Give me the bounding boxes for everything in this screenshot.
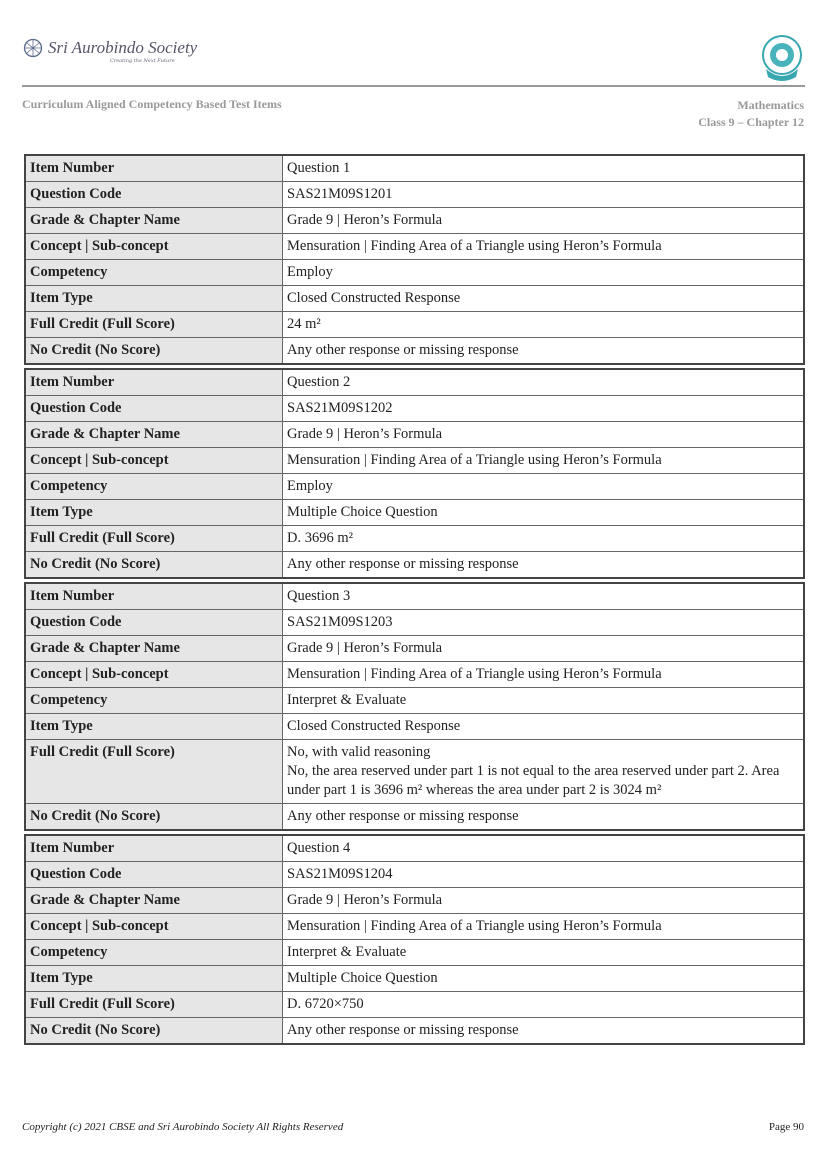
row-label: No Credit (No Score) bbox=[25, 804, 283, 831]
value-line: Any other response or missing response bbox=[287, 342, 519, 358]
sri-aurobindo-society-logo bbox=[22, 38, 198, 64]
row-value bbox=[283, 338, 805, 365]
row-value bbox=[283, 500, 805, 526]
value-line: SAS21M09S1203 bbox=[287, 614, 393, 630]
value-line: Closed Constructed Response bbox=[287, 290, 461, 306]
row-label: Question Code bbox=[25, 396, 283, 422]
row-label: Concept | Sub-concept bbox=[25, 662, 283, 688]
row-value bbox=[283, 966, 805, 992]
value-line: SAS21M09S1201 bbox=[287, 186, 393, 202]
row-label: Concept | Sub-concept bbox=[25, 234, 283, 260]
row-label: Item Type bbox=[25, 714, 283, 740]
row-value bbox=[283, 804, 805, 831]
table-row bbox=[25, 610, 804, 636]
value-line: Closed Constructed Response bbox=[287, 718, 461, 734]
row-label: Question Code bbox=[25, 182, 283, 208]
row-label: Competency bbox=[25, 688, 283, 714]
row-value bbox=[283, 636, 805, 662]
row-label: Grade & Chapter Name bbox=[25, 636, 283, 662]
table-row bbox=[25, 583, 804, 610]
table-row bbox=[25, 1018, 804, 1045]
table-row bbox=[25, 688, 804, 714]
table-row bbox=[25, 552, 804, 579]
value-line: Grade 9 | Heron’s Formula bbox=[287, 426, 443, 442]
row-label: Item Number bbox=[25, 583, 283, 610]
value-line: Any other response or missing response bbox=[287, 808, 519, 824]
table-row bbox=[25, 396, 804, 422]
table-row bbox=[25, 914, 804, 940]
row-value bbox=[283, 888, 805, 914]
table-row bbox=[25, 369, 804, 396]
table-row bbox=[25, 234, 804, 260]
table-row bbox=[25, 338, 804, 365]
logo-tagline: Creating the Next Future bbox=[110, 58, 175, 64]
value-line: Mensuration | Finding Area of a Triangle using Heron’s Formula bbox=[287, 666, 662, 682]
row-label: Grade & Chapter Name bbox=[25, 888, 283, 914]
table-row bbox=[25, 260, 804, 286]
row-value bbox=[283, 610, 805, 636]
table-row bbox=[25, 286, 804, 312]
value-line: Question 1 bbox=[287, 160, 351, 176]
value-line: SAS21M09S1204 bbox=[287, 866, 393, 882]
row-label: Concept | Sub-concept bbox=[25, 448, 283, 474]
row-label: Question Code bbox=[25, 862, 283, 888]
row-label: Full Credit (Full Score) bbox=[25, 740, 283, 804]
value-line: Question 3 bbox=[287, 588, 351, 604]
row-label: Grade & Chapter Name bbox=[25, 422, 283, 448]
row-value bbox=[283, 234, 805, 260]
subject-info bbox=[698, 97, 804, 131]
row-label: Competency bbox=[25, 940, 283, 966]
row-value bbox=[283, 914, 805, 940]
table-row bbox=[25, 804, 804, 831]
table-row bbox=[25, 714, 804, 740]
row-value bbox=[283, 662, 805, 688]
table-row bbox=[25, 208, 804, 234]
row-value bbox=[283, 992, 805, 1018]
value-line: D. 3696 m² bbox=[287, 530, 353, 546]
row-value bbox=[283, 260, 805, 286]
row-label: Full Credit (Full Score) bbox=[25, 312, 283, 338]
table-row bbox=[25, 448, 804, 474]
row-value bbox=[283, 182, 805, 208]
value-line: No, with valid reasoning bbox=[287, 744, 431, 760]
copyright: Copyright (c) 2021 CBSE and Sri Aurobindo Society All Rights Reserved bbox=[22, 1121, 344, 1133]
row-value bbox=[283, 740, 805, 804]
table-row bbox=[25, 155, 804, 182]
item-table bbox=[24, 834, 805, 1045]
item-table bbox=[24, 582, 805, 831]
table-row bbox=[25, 662, 804, 688]
row-value bbox=[283, 526, 805, 552]
item-table bbox=[24, 154, 805, 365]
table-row bbox=[25, 966, 804, 992]
row-value bbox=[283, 286, 805, 312]
row-value bbox=[283, 714, 805, 740]
value-line: Question 2 bbox=[287, 374, 351, 390]
table-row bbox=[25, 992, 804, 1018]
row-label: Item Type bbox=[25, 500, 283, 526]
row-value bbox=[283, 688, 805, 714]
value-line: Question 4 bbox=[287, 840, 351, 856]
globe-icon bbox=[22, 38, 44, 58]
row-value bbox=[283, 862, 805, 888]
subject: Mathematics bbox=[737, 98, 804, 112]
row-label: Full Credit (Full Score) bbox=[25, 526, 283, 552]
row-value bbox=[283, 1018, 805, 1045]
logo-text: Sri Aurobindo Society bbox=[48, 38, 198, 57]
value-line: Mensuration | Finding Area of a Triangle using Heron’s Formula bbox=[287, 452, 662, 468]
value-line: Employ bbox=[287, 264, 333, 280]
value-line: Interpret & Evaluate bbox=[287, 944, 407, 960]
row-label: No Credit (No Score) bbox=[25, 552, 283, 579]
row-label: Competency bbox=[25, 474, 283, 500]
value-line: Interpret & Evaluate bbox=[287, 692, 407, 708]
table-row bbox=[25, 526, 804, 552]
header-divider bbox=[22, 85, 805, 87]
value-line: Grade 9 | Heron’s Formula bbox=[287, 892, 443, 908]
value-line: SAS21M09S1202 bbox=[287, 400, 393, 416]
item-tables bbox=[24, 154, 805, 1048]
value-line: Mensuration | Finding Area of a Triangle using Heron’s Formula bbox=[287, 238, 662, 254]
row-label: Item Number bbox=[25, 369, 283, 396]
row-value bbox=[283, 396, 805, 422]
table-row bbox=[25, 835, 804, 862]
table-row bbox=[25, 474, 804, 500]
row-value bbox=[283, 448, 805, 474]
value-line: Mensuration | Finding Area of a Triangle using Heron’s Formula bbox=[287, 918, 662, 934]
table-row bbox=[25, 636, 804, 662]
table-row bbox=[25, 862, 804, 888]
table-row bbox=[25, 312, 804, 338]
table-row bbox=[25, 422, 804, 448]
row-label: Concept | Sub-concept bbox=[25, 914, 283, 940]
table-row bbox=[25, 500, 804, 526]
row-value bbox=[283, 474, 805, 500]
value-line: No, the area reserved under part 1 is not equal to the area reserved under part 2. Area under part 1 is 3696 m² whereas the area under part 2 is 3024 m² bbox=[287, 763, 780, 798]
chapter: Class 9 – Chapter 12 bbox=[698, 115, 804, 129]
row-label: Item Type bbox=[25, 286, 283, 312]
row-value bbox=[283, 369, 805, 396]
row-value bbox=[283, 835, 805, 862]
page-number: Page 90 bbox=[768, 1121, 804, 1133]
row-label: Question Code bbox=[25, 610, 283, 636]
row-label: Item Number bbox=[25, 155, 283, 182]
row-value bbox=[283, 208, 805, 234]
row-label: Item Type bbox=[25, 966, 283, 992]
table-row bbox=[25, 940, 804, 966]
table-row bbox=[25, 888, 804, 914]
value-line: 24 m² bbox=[287, 316, 321, 332]
row-label: No Credit (No Score) bbox=[25, 338, 283, 365]
row-label: Item Number bbox=[25, 835, 283, 862]
value-line: Employ bbox=[287, 478, 333, 494]
row-value bbox=[283, 940, 805, 966]
row-value bbox=[283, 422, 805, 448]
row-value bbox=[283, 552, 805, 579]
row-value bbox=[283, 312, 805, 338]
table-row bbox=[25, 182, 804, 208]
value-line: Multiple Choice Question bbox=[287, 970, 438, 986]
cbse-seal-icon bbox=[760, 33, 804, 83]
value-line: Any other response or missing response bbox=[287, 1022, 519, 1038]
item-table bbox=[24, 368, 805, 579]
value-line: D. 6720×750 bbox=[287, 996, 364, 1012]
table-row bbox=[25, 740, 804, 804]
row-label: Competency bbox=[25, 260, 283, 286]
row-label: No Credit (No Score) bbox=[25, 1018, 283, 1045]
document-title: Curriculum Aligned Competency Based Test Items bbox=[22, 97, 282, 111]
row-value bbox=[283, 155, 805, 182]
row-value bbox=[283, 583, 805, 610]
value-line: Any other response or missing response bbox=[287, 556, 519, 572]
value-line: Grade 9 | Heron’s Formula bbox=[287, 212, 443, 228]
value-line: Multiple Choice Question bbox=[287, 504, 438, 520]
row-label: Full Credit (Full Score) bbox=[25, 992, 283, 1018]
row-label: Grade & Chapter Name bbox=[25, 208, 283, 234]
value-line: Grade 9 | Heron’s Formula bbox=[287, 640, 443, 656]
